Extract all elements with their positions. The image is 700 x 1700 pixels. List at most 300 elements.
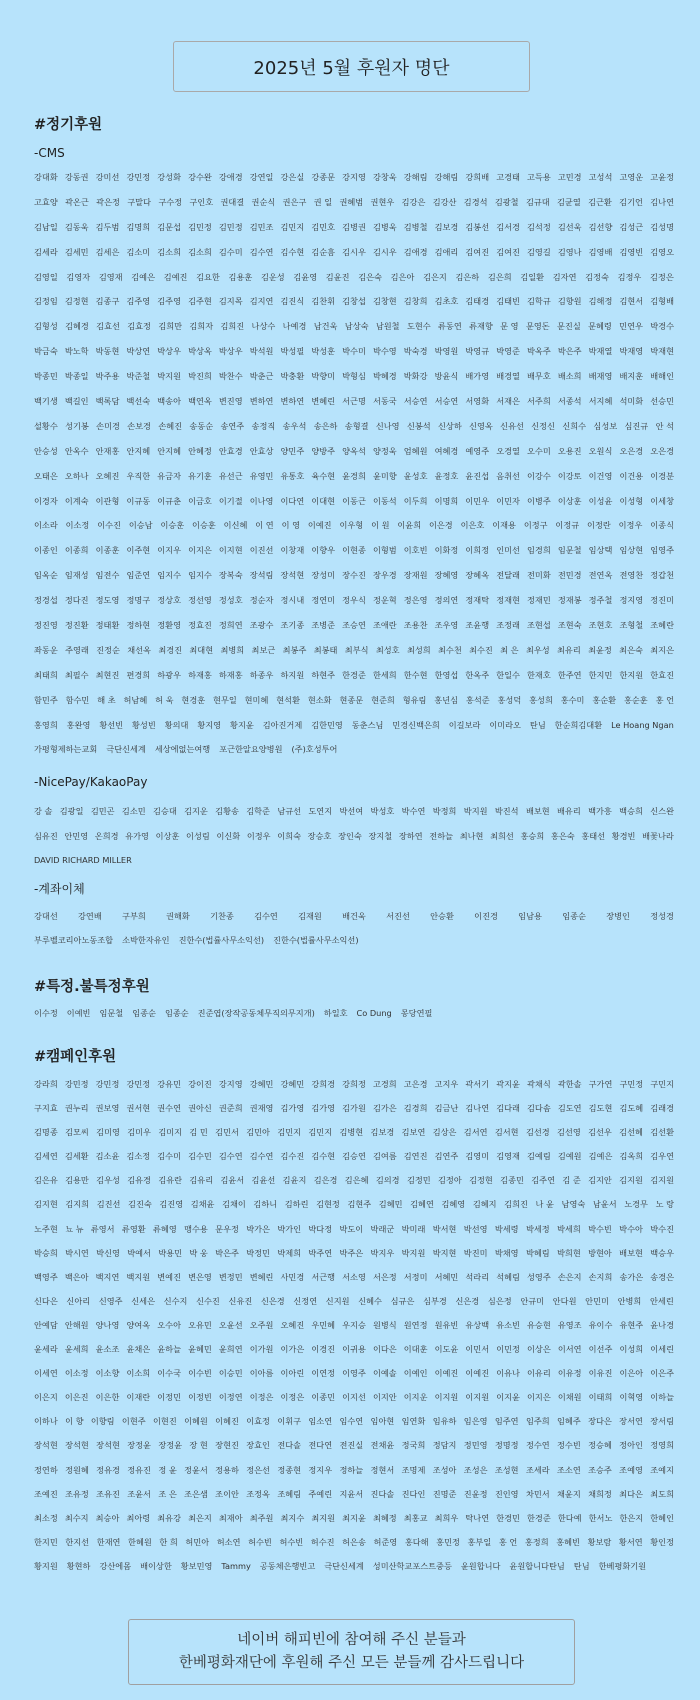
donor-name: 김민정 [188, 221, 212, 232]
donor-name: 김연진 [403, 1151, 428, 1162]
donor-name: 안승성 [34, 445, 58, 456]
donor-name: 이수국 [157, 1368, 181, 1379]
donor-name: 김정현 [469, 1175, 493, 1186]
donor-name: 조예진 [34, 1488, 58, 1499]
donor-name: 이미라오 [489, 719, 521, 730]
donor-name: 원병식 [372, 1319, 397, 1330]
donor-name: 박진미 [463, 1247, 488, 1258]
donor-name: 장지철 [368, 830, 393, 841]
donor-name: 임영주 [650, 545, 674, 556]
donor-name: 안민영 [64, 830, 89, 841]
donor-name: 문진실 [557, 321, 581, 332]
donor-name: 김승연 [342, 1151, 366, 1162]
donor-name: 강종문 [311, 172, 336, 182]
donor-name: 조소연 [557, 1464, 581, 1475]
donor-name: 김지연 [249, 296, 274, 307]
donor-name: 오혜진 [95, 470, 120, 481]
donor-name: 허 욱 [155, 694, 174, 705]
donor-name: 배가영 [465, 371, 490, 382]
name-row [34, 1271, 674, 1283]
donor-name: 이지원 [465, 1392, 490, 1403]
donor-name: 온희경 [94, 830, 119, 841]
donor-name: 김선환 [650, 1127, 674, 1138]
donor-name: 조승연 [342, 620, 366, 631]
donor-name: 김영오 [650, 246, 674, 257]
donor-name: 이지윤 [496, 1392, 520, 1403]
donor-name: 김용만 [65, 1175, 89, 1186]
donor-name: 이성희 [619, 1344, 644, 1355]
thanks-line-2: 한베평화재단에 후원해 주신 모든 분들께 감사드립니다 [178, 1655, 525, 1671]
donor-name: 강라희 [34, 1079, 58, 1089]
donor-name: 김주현 [188, 296, 212, 307]
donor-name: 변은영 [188, 1271, 212, 1282]
donor-name: 박숙경 [403, 346, 428, 357]
donor-name: 조은샘 [184, 1488, 208, 1499]
donor-name: 최현진 [95, 669, 120, 680]
donor-name: 서동국 [372, 396, 397, 407]
donor-name: 김균열 [557, 196, 581, 207]
donor-name: 조세라 [525, 1464, 550, 1475]
donor-name: 김수현 [280, 246, 305, 257]
donor-name: 정승혜 [588, 1440, 612, 1451]
donor-name: 김민아 [246, 1127, 270, 1138]
donor-name: 신정신 [531, 420, 555, 431]
donor-name: 최부식 [344, 644, 369, 655]
donor-name: 이예솔 [372, 1368, 397, 1379]
donor-name: 정수연 [525, 1440, 550, 1451]
donor-name: 정명구 [126, 595, 151, 606]
donor-name: 박은주 [215, 1247, 239, 1258]
donor-name: 안승환 [430, 911, 454, 921]
donor-name: 노경무 [624, 1199, 648, 1210]
donor-name: 장병인 [606, 911, 630, 921]
donor-name: 신정연 [293, 1295, 318, 1306]
donor-name: 양정욱 [372, 445, 397, 456]
donor-name: 최필수 [64, 669, 89, 680]
donor-name: 김민호 [311, 221, 336, 232]
donor-name: 한 희 [159, 1536, 178, 1547]
donor-name: 이혁영 [619, 1392, 644, 1403]
name-row [34, 370, 674, 382]
donor-name: 박예서 [127, 1247, 151, 1258]
donor-name: 허준영 [373, 1536, 398, 1547]
donor-name: 남원철 [375, 321, 400, 332]
donor-name: 이 원 [371, 520, 390, 531]
donor-name: 양나영 [95, 1319, 120, 1330]
donor-name: 김영배 [588, 246, 613, 257]
donor-name: 김정민 [406, 1175, 431, 1186]
donor-name: 박지원 [463, 806, 488, 816]
donor-name: 전연옥 [588, 570, 613, 581]
donor-name: 심진규 [624, 420, 649, 431]
donor-name: 이예진 [434, 1368, 459, 1379]
donor-name: 이현종 [342, 545, 366, 556]
name-row [34, 805, 674, 817]
donor-name: 김세라 [34, 246, 58, 257]
donor-name: 김성근 [619, 221, 644, 232]
donor-name: 이지운 [403, 1392, 428, 1403]
donor-name: 권준희 [218, 1103, 243, 1114]
donor-name: 홍순환 [592, 694, 617, 705]
donor-name: 장정윤 [158, 1440, 183, 1451]
donor-name: 사민경 [280, 1271, 305, 1282]
donor-name: 최성호 [375, 644, 400, 655]
donor-name: 이성형 [619, 495, 644, 506]
donor-name: 윤성호 [403, 470, 428, 481]
donor-name: 신나영 [375, 420, 400, 431]
donor-name: 이정구 [523, 520, 548, 531]
donor-name: 김승대 [153, 806, 177, 816]
donor-name: 현준희 [371, 694, 395, 705]
donor-name: 배재영 [588, 371, 613, 382]
donor-name: 이상은 [527, 1344, 551, 1355]
donor-name: 윤미향 [372, 470, 397, 481]
donor-name: 임수연 [339, 1416, 364, 1427]
donor-name: 양방주 [311, 445, 336, 456]
donor-name: 최홍교 [403, 1512, 428, 1523]
donor-name: 문영돈 [525, 321, 550, 332]
donor-name: 이승훈 [160, 520, 185, 531]
name-row [34, 271, 674, 283]
donor-name: 장석현 [96, 1440, 120, 1451]
name-row [34, 1007, 674, 1019]
donor-name: 이다은 [372, 1344, 397, 1355]
donor-name: 백승우 [650, 1247, 674, 1258]
donor-name: 조정래 [496, 620, 520, 631]
donor-name: 김도혜 [619, 1103, 644, 1114]
donor-name: 이신화 [216, 830, 241, 841]
donor-name: 임지수 [188, 570, 212, 581]
donor-name: 김세연 [34, 1151, 58, 1162]
donor-name: 김예진 [163, 271, 188, 282]
donor-name: 김예원 [557, 1151, 582, 1162]
donor-name: 예영주 [465, 445, 490, 456]
donor-name: 진윤정 [463, 1488, 488, 1499]
donor-name: 이소라 [34, 520, 58, 531]
donor-name: 김지희 [65, 1199, 90, 1210]
donor-name: 조기종 [280, 620, 305, 631]
donor-name: 정도영 [95, 595, 120, 606]
donor-name: 형유림 [402, 694, 427, 705]
donor-name: 임지수 [157, 570, 181, 581]
donor-name: 김명희 [126, 221, 151, 232]
donor-name: 이현진 [153, 1416, 177, 1427]
donor-name: 홍성덕 [497, 694, 522, 705]
donor-name: 조현섭 [527, 620, 551, 631]
donor-name: 이신혜 [223, 520, 248, 531]
donor-name: 이태희 [588, 1392, 613, 1403]
donor-name: 이지은 [188, 545, 212, 556]
donor-name: 조유진 [96, 1488, 120, 1499]
donor-name: 우지승 [342, 1319, 366, 1330]
donor-name: 전다솔 [277, 1440, 302, 1451]
donor-name: 박정민 [246, 1247, 270, 1258]
donor-name: 임준연 [126, 570, 151, 581]
donor-name: 박동현 [95, 346, 120, 357]
donor-name: 김의경 [375, 1175, 400, 1186]
donor-name: 한지민 [588, 669, 613, 680]
donor-name: 한경준 [342, 669, 366, 680]
donor-name: 장혜옥 [465, 570, 490, 581]
donor-name: 권서현 [126, 1103, 151, 1114]
donor-name: 현무일 [213, 694, 237, 705]
donor-name: 조혜란 [650, 620, 674, 631]
donor-name: 권 일 [313, 196, 333, 207]
donor-name: 한경준 [527, 1512, 551, 1523]
donor-name: 이소향 [95, 1368, 120, 1379]
donor-name: 김황송 [215, 806, 239, 816]
donor-name: 최 은 [500, 644, 519, 655]
donor-name: 김진영 [159, 1199, 184, 1210]
donor-name: 이유정 [557, 1368, 582, 1379]
donor-name: 김정현 [64, 296, 89, 307]
donor-name: 서정미 [403, 1271, 428, 1282]
donor-name: 박향미 [311, 371, 336, 382]
donor-name: 배꽃나라 [642, 830, 674, 841]
donor-name: 김학준 [246, 806, 270, 816]
donor-name: 이다연 [280, 495, 305, 506]
name-row [34, 196, 674, 208]
donor-name: 오경열 [496, 445, 520, 456]
donor-name: 이아린 [280, 1368, 305, 1379]
donor-name: 신영주 [98, 1295, 123, 1306]
donor-name: 조애란 [372, 620, 397, 631]
donor-name: 이귀용 [342, 1344, 366, 1355]
name-row [34, 1488, 674, 1500]
donor-name: 강민정 [95, 1079, 120, 1089]
donor-name: 황인정 [650, 1536, 674, 1547]
donor-name: 김시우 [342, 246, 366, 257]
name-row [34, 519, 674, 531]
donor-name: 서진선 [386, 911, 410, 921]
donor-name: 이호빈 [403, 545, 428, 556]
donor-name: 몽당연필 [400, 1008, 433, 1018]
donor-name: 이세린 [650, 1344, 674, 1355]
name-row [34, 569, 674, 581]
donor-name: 신스완 [650, 806, 674, 816]
donor-name: 김보연 [401, 1127, 426, 1138]
donor-name: 안예담 [34, 1319, 58, 1330]
donor-name: 김지현 [34, 1199, 58, 1210]
donor-name: 오혜진 [280, 1319, 305, 1330]
donor-name: 정명정 [494, 1440, 519, 1451]
name-row [34, 420, 674, 432]
donor-name: 강이진 [188, 1079, 212, 1089]
donor-name: 김수민 [188, 1151, 212, 1162]
donor-name: 조우영 [434, 620, 459, 631]
donor-name: 이성림 [186, 830, 210, 841]
donor-name: 소박한자유인 [122, 935, 170, 945]
donor-name: 동춘스님 [351, 719, 384, 730]
donor-name: 백연옥 [188, 396, 212, 407]
donor-name: 박용민 [158, 1247, 183, 1258]
donor-name: 극단신세계 [106, 744, 146, 755]
cms-name-list [34, 171, 674, 768]
donor-name: 심성보 [593, 420, 618, 431]
donor-name: 이지우 [157, 545, 181, 556]
donor-name: 정상호 [157, 595, 181, 606]
donor-name: 강지영 [218, 1079, 243, 1089]
donor-name: 고영운 [619, 172, 644, 182]
donor-name: 윤경희 [342, 470, 366, 481]
name-row [34, 719, 674, 731]
donor-name: 홍혜빈 [556, 1536, 580, 1547]
donor-name: 안옥수 [64, 445, 89, 456]
donor-name: 양여옥 [126, 1319, 151, 1330]
donor-name: 이건용 [619, 470, 644, 481]
donor-name: 박진희 [188, 371, 212, 382]
donor-name: 황현하 [66, 1560, 91, 1571]
donor-name: 김용훈 [228, 271, 253, 282]
donor-name: 이예빈 [66, 1008, 91, 1018]
donor-name: 임혜주 [557, 1416, 581, 1427]
donor-name: 이민정 [496, 1344, 520, 1355]
donor-name: 황지윤 [230, 719, 254, 730]
donor-name: 최은지 [188, 1512, 212, 1523]
donor-name: 이영주 [342, 1368, 366, 1379]
donor-name: 박주연 [308, 1247, 333, 1258]
donor-name: 백은아 [64, 1271, 89, 1282]
donor-name: 권은구 [282, 196, 307, 207]
donor-name: 이혜진 [215, 1416, 239, 1427]
donor-name: 김소정 [126, 1151, 151, 1162]
donor-name: 원연정 [403, 1319, 428, 1330]
donor-name: 김수연 [249, 246, 274, 257]
donor-name: 양옥석 [342, 445, 366, 456]
name-row [34, 910, 674, 922]
donor-name: 김도현 [588, 1103, 613, 1114]
donor-name: 최혜정 [372, 1512, 397, 1523]
donor-name: 문 영 [500, 321, 519, 332]
donor-name: 최지윤 [342, 1512, 366, 1523]
donor-name: 구가연 [588, 1079, 613, 1089]
donor-name: 박미래 [401, 1223, 426, 1234]
name-row [34, 1102, 674, 1114]
donor-name: 전다연 [308, 1440, 333, 1451]
donor-name: 김윤선 [251, 1175, 276, 1186]
donor-name: 이세연 [34, 1368, 58, 1379]
donor-name: 김정숙 [585, 271, 609, 282]
donor-name: 박신영 [96, 1247, 120, 1258]
donor-name: 하광우 [157, 669, 181, 680]
donor-name: 구수정 [158, 196, 183, 207]
donor-name: 임상현 [619, 545, 644, 556]
donor-name: 전달래 [496, 570, 520, 581]
donor-name: 신수진 [196, 1295, 220, 1306]
donor-name: 이승남 [128, 520, 153, 531]
donor-name: 강민정 [64, 1079, 89, 1089]
donor-name: 임문철 [557, 545, 582, 556]
donor-name: 우민혜 [311, 1319, 336, 1330]
donor-name: 황의대 [164, 719, 189, 730]
donor-name: 황서연 [618, 1536, 643, 1547]
donor-name: 윤정호 [434, 470, 459, 481]
donor-name: 강연배 [78, 911, 102, 921]
donor-name: 박세령 [494, 1223, 519, 1234]
donor-name: 강 솔 [34, 806, 53, 816]
donor-name: 구인호 [189, 196, 214, 207]
donor-name: 이정민 [157, 1392, 181, 1403]
donor-name: 변혜린 [311, 396, 336, 407]
donor-name: 이경분 [650, 470, 674, 481]
donor-name: 조예영 [619, 1464, 643, 1475]
donor-name: 조정옥 [246, 1488, 270, 1499]
donor-name: 박상우 [218, 346, 243, 357]
donor-name: 안병희 [617, 1295, 642, 1306]
donor-name: 윤나경 [650, 1319, 674, 1330]
donor-name: 황보람 [587, 1536, 612, 1547]
donor-name: 최경진 [158, 644, 183, 655]
donor-name: 이지원 [434, 1392, 459, 1403]
donor-name: 전민경 [557, 570, 582, 581]
donor-name: 김래경 [650, 1103, 674, 1114]
donor-name: 부루벨코리아노동조합 [34, 935, 114, 945]
donor-name: 신수지 [163, 1295, 188, 1306]
donor-name: 노주현 [34, 1223, 58, 1234]
donor-name: 신영옥 [469, 420, 493, 431]
donor-name: 정은영 [403, 595, 428, 606]
donor-name: 박영원 [434, 346, 459, 357]
donor-name: 서근명 [342, 396, 366, 407]
donor-name: 강지영 [342, 172, 366, 182]
donor-name: 조혜림 [277, 1488, 302, 1499]
donor-name: 이수정 [34, 1008, 58, 1018]
donor-name: 강민정 [126, 1079, 151, 1089]
donor-name: 김 민 [189, 1127, 208, 1138]
donor-name: 황보민영 [180, 1560, 213, 1571]
donor-name: 박형심 [342, 371, 366, 382]
donor-name: 조이안 [215, 1488, 239, 1499]
donor-name: 하재홍 [218, 669, 243, 680]
donor-name: 임전수 [95, 570, 120, 581]
donor-name: 김혜영 [441, 1199, 466, 1210]
donor-name: 박경수 [650, 321, 674, 332]
donor-name: 허소연 [216, 1536, 241, 1547]
donor-name: 최성희 [406, 644, 431, 655]
donor-name: 이대현 [311, 495, 336, 506]
donor-name: 이은경 [428, 520, 453, 531]
donor-name: 최지원 [311, 1512, 336, 1523]
donor-name: 장석현 [280, 570, 305, 581]
donor-name: 강희배 [465, 172, 490, 182]
donor-name: 이건영 [588, 470, 613, 481]
donor-name: 오용진 [557, 445, 582, 456]
donor-name: 진한수(법률사무소익선) [273, 935, 359, 945]
donor-name: 김명종 [34, 1127, 58, 1138]
donor-name: 김초호 [434, 296, 459, 307]
donor-name: 이선주 [588, 1344, 613, 1355]
donor-name: 최지수 [280, 1512, 305, 1523]
donor-name: 권혜범 [339, 196, 364, 207]
donor-name: 박화강 [403, 371, 428, 382]
donor-name: 배유리 [557, 806, 581, 816]
donor-name: 정재현 [496, 595, 520, 606]
donor-name: 이가원 [249, 1344, 274, 1355]
donor-name: 변예진 [157, 1271, 181, 1282]
donor-name: 김정아 [438, 1175, 462, 1186]
donor-name: 박다정 [308, 1223, 333, 1234]
campaign-heading-wrap [34, 1045, 674, 1066]
donor-name: 장석현 [34, 1440, 58, 1451]
donor-name: 오은경 [650, 445, 674, 456]
donor-name: 문혜령 [588, 321, 612, 332]
donor-name: 최수천 [438, 644, 462, 655]
donor-name: 조윤행 [465, 620, 490, 631]
donor-name: 권재영 [249, 1103, 274, 1114]
donor-name: 황선빈 [99, 719, 124, 730]
donor-name: 강대선 [34, 911, 58, 921]
donor-name: 박주은 [339, 1247, 364, 1258]
